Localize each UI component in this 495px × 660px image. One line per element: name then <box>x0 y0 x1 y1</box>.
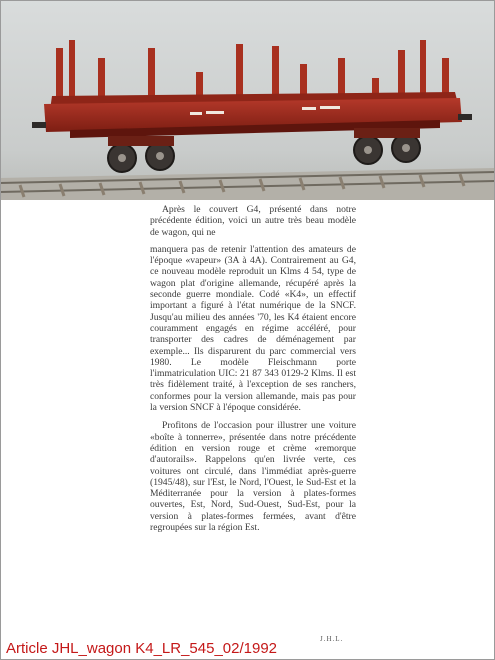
wagon-photo <box>0 0 495 200</box>
article-text <box>150 204 356 533</box>
paragraph-boite-a-tonnerre: Profitons de l'occasion pour illustrer une voiture «boîte à tonnerre», présentée dans notre précédente édition en version rouge et crème «remorque d'autorails». Rappelons qu'en livrée verte, ces voitures ont circulé, dans l'immédiat après-guerre (1945/48), sur l'Est, le Nord, l'Ouest, le Sud-Est et la Méditerranée pour la version à plates-formes ouvertes, Est, Nord, Sud-Ouest, Sud-Est, pour la version à plates-formes fermées, avant d'être regroupées sur la région Est. <box>150 420 356 534</box>
paragraph-klms: manquera pas de retenir l'attention des amateurs de l'époque «vapeur» (3A à 4A). Contrairement au G4, ce nouveau modèle reproduit un Klms 4 54, type de wagon plat d'origine allemande, récupéré après la seconde guerre mondiale. Codé «K4», un effectif important a figuré à l'état numérique de la SNCF. Jusqu'au milieu des années '70, les K4 étaient encore couramment engagés en régime accéléré, pour transporter des cadres de déménagement par exemple... Ils disparurent du parc commercial vers 1980. Le modèle Fleischmann porte l'immatriculation UIC: 21 87 343 0129-2 Klms. Il est très fidèlement traité, à l'exception de ses ranchers, conformes pour la version allemande, mais pas pour la version SNCF à l'époque considérée. <box>150 243 356 414</box>
paragraph-intro: Après le couvert G4, présenté dans notre précédente édition, voici un autre très beau modèle de wagon, qui ne <box>150 204 356 238</box>
article-caption: Article JHL_wagon K4_LR_545_02/1992 <box>6 640 278 657</box>
author-signature: J.H.L. <box>320 635 344 643</box>
